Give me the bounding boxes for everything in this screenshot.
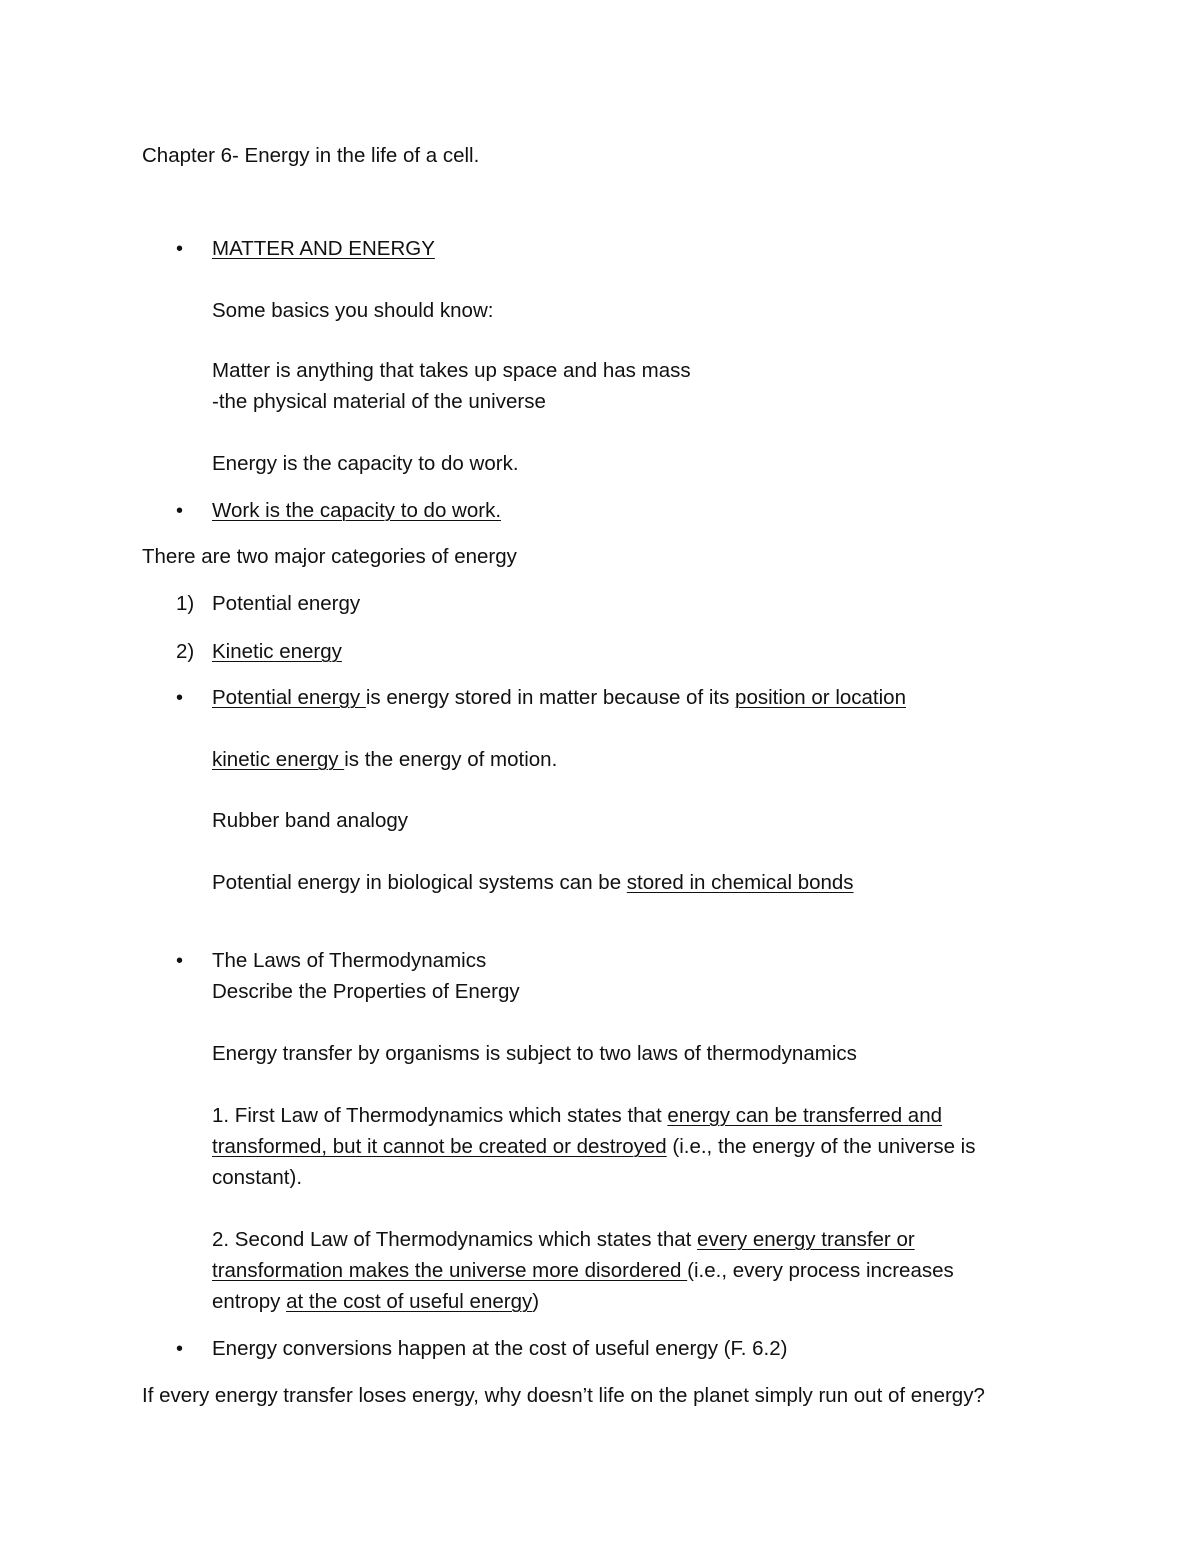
section-heading-matter-energy: MATTER AND ENERGY bbox=[212, 237, 435, 260]
basics-text: Some basics you should know: bbox=[212, 299, 494, 322]
list-item-potential-energy: Potential energy bbox=[212, 592, 361, 615]
closing-question: If every energy transfer loses energy, why doesn’t life on the planet simply run out of energy? bbox=[142, 1384, 985, 1407]
list-number: 1) bbox=[176, 592, 195, 615]
energy-definition: Energy is the capacity to do work. bbox=[212, 452, 519, 475]
biological-storage-text: Potential energy in biological systems can be stored in chemical bonds bbox=[212, 871, 854, 894]
bullet: • bbox=[176, 500, 184, 522]
energy-conversions-text: Energy conversions happen at the cost of useful energy (F. 6.2) bbox=[212, 1337, 788, 1360]
first-law-line-1: 1. First Law of Thermodynamics which states that energy can be transferred and bbox=[212, 1104, 943, 1127]
bullet: • bbox=[176, 238, 184, 260]
first-law-line-3: constant). bbox=[212, 1166, 303, 1189]
second-law-line-3: entropy at the cost of useful energy) bbox=[212, 1290, 540, 1313]
thermodynamics-heading: The Laws of Thermodynamics bbox=[212, 949, 487, 972]
page-title: Chapter 6- Energy in the life of a cell. bbox=[142, 144, 480, 167]
potential-energy-definition: Potential energy is energy stored in matter because of its position or location bbox=[212, 686, 906, 709]
thermodynamics-subheading: Describe the Properties of Energy bbox=[212, 980, 520, 1003]
analogy-text: Rubber band analogy bbox=[212, 809, 409, 832]
thermodynamics-intro: Energy transfer by organisms is subject to two laws of thermodynamics bbox=[212, 1042, 857, 1065]
bullet: • bbox=[176, 950, 184, 972]
list-number: 2) bbox=[176, 640, 195, 663]
kinetic-energy-definition: kinetic energy is the energy of motion. bbox=[212, 748, 558, 771]
first-law-line-2: transformed, but it cannot be created or destroyed (i.e., the energy of the universe is bbox=[212, 1135, 976, 1158]
categories-intro: There are two major categories of energy bbox=[142, 545, 517, 568]
bullet: • bbox=[176, 687, 184, 709]
bullet: • bbox=[176, 1338, 184, 1360]
matter-definition: Matter is anything that takes up space and has mass bbox=[212, 359, 691, 382]
matter-subtext: -the physical material of the universe bbox=[212, 390, 546, 413]
second-law-line-1: 2. Second Law of Thermodynamics which states that every energy transfer or bbox=[212, 1228, 915, 1251]
second-law-line-2: transformation makes the universe more disordered (i.e., every process increases bbox=[212, 1259, 954, 1282]
work-definition: Work is the capacity to do work. bbox=[212, 499, 502, 522]
list-item-kinetic-energy: Kinetic energy bbox=[212, 640, 342, 663]
